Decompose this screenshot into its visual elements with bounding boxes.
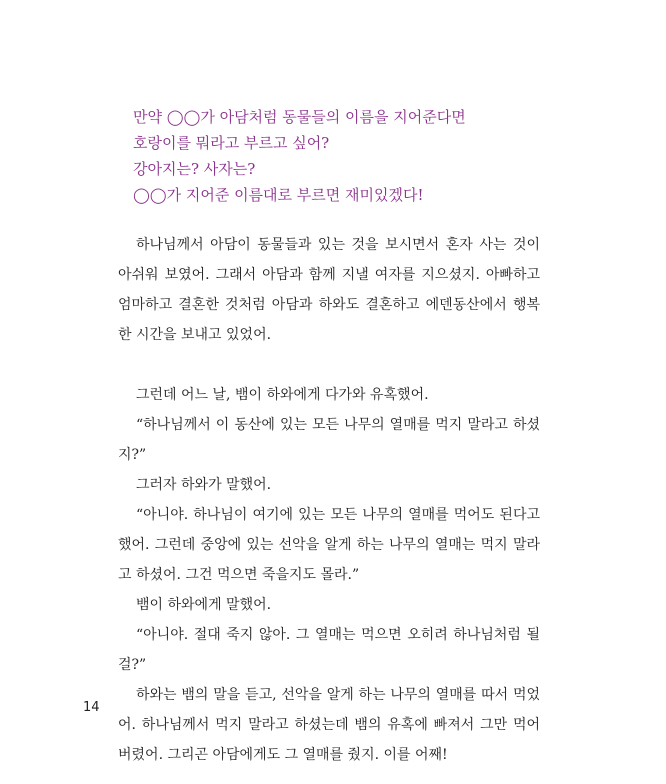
story-text [118, 230, 540, 770]
paragraph: 그러자 하와가 말했어. [136, 477, 272, 493]
prompt-line: ◯◯가 지어준 이름대로 부르면 재미있겠다! [133, 186, 424, 204]
paragraph: “아니야. 절대 죽지 않아. 그 열매는 먹으면 오히려 하나님처럼 될 걸?” [118, 627, 540, 673]
paragraph: 하와는 뱀의 말을 듣고, 선악을 알게 하는 나무의 열매를 따서 먹었어. 하나님께서 먹지 말라고 하셨는데 뱀의 유혹에 빠져서 그만 먹어버렸어. 그리곤 아담에게도 그 열매를 줬지. 이를 어째! [118, 687, 540, 763]
paragraph: “하나님께서 이 동산에 있는 모든 나무의 열매를 먹지 말라고 하셨지?” [118, 417, 540, 463]
prompt-line: 호랑이를 뭐라고 부르고 싶어? [133, 134, 330, 152]
prompt-line: 만약 ◯◯가 아담처럼 동물들의 이름을 지어준다면 [133, 108, 466, 126]
paragraph-gap [118, 350, 540, 380]
question-box [133, 104, 573, 208]
prompt-line: 강아지는? 사자는? [133, 160, 256, 178]
page-number: 14 [83, 700, 100, 715]
paragraph: 그런데 어느 날, 뱀이 하와에게 다가와 유혹했어. [136, 387, 429, 403]
paragraph: 뱀이 하와에게 말했어. [136, 597, 272, 613]
paragraph: 하나님께서 아담이 동물들과 있는 것을 보시면서 혼자 사는 것이 아쉬워 보였어. 그래서 아담과 함께 지낼 여자를 지으셨지. 아빠하고 엄마하고 결혼한 것처럼 아담과 하와도 결혼하고 에덴동산에서 행복한 시간을 보내고 있었어. [118, 237, 540, 343]
paragraph: “아니야. 하나님이 여기에 있는 모든 나무의 열매를 먹어도 된다고 했어. 그런데 중앙에 있는 선악을 알게 하는 나무의 열매는 먹지 말라고 하셨어. 그건 먹으면 죽을지도 몰라.” [118, 507, 540, 583]
